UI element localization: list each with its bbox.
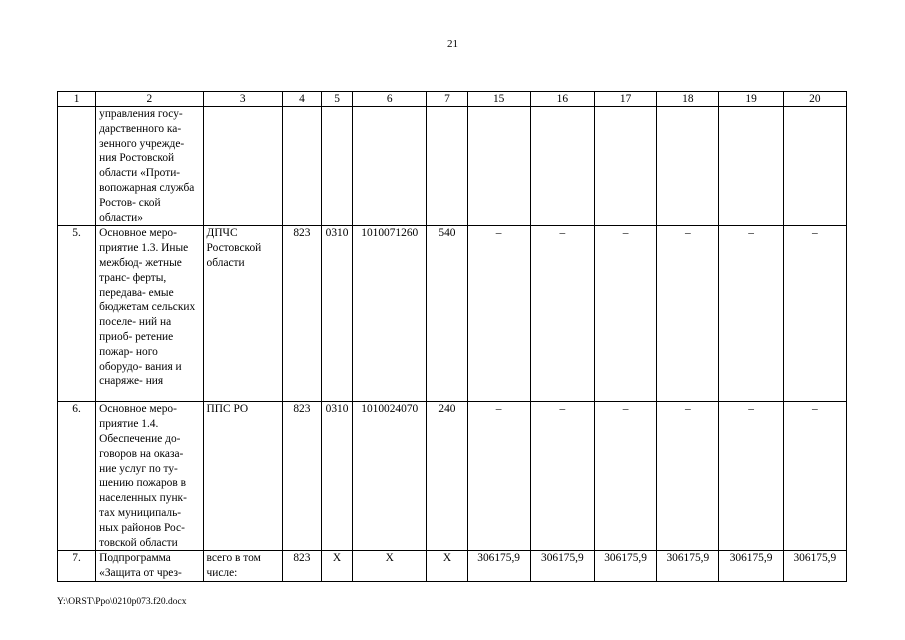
column-header: 19: [719, 92, 783, 107]
cell-value: 306175,9: [783, 551, 846, 582]
executor: [203, 107, 282, 226]
cell-csr: Х: [353, 551, 427, 582]
cell-value: –: [719, 226, 783, 402]
cell-value: 306175,9: [657, 551, 719, 582]
cell-value: –: [657, 226, 719, 402]
cell-value: –: [594, 402, 656, 551]
cell-value: 306175,9: [467, 551, 530, 582]
row-number: 7.: [58, 551, 96, 582]
cell-vr: 540: [427, 226, 467, 402]
cell-value: [783, 107, 846, 226]
column-header: 18: [657, 92, 719, 107]
column-header: 5: [321, 92, 352, 107]
column-header: 3: [203, 92, 282, 107]
cell-vr: Х: [427, 551, 467, 582]
cell-csr: 1010024070: [353, 402, 427, 551]
cell-grbs: 823: [282, 551, 321, 582]
column-number-row: [58, 92, 847, 107]
budget-table: [57, 91, 847, 582]
cell-rzpr: 0310: [321, 402, 352, 551]
column-header: 1: [58, 92, 96, 107]
table-row: [58, 551, 847, 582]
column-header: 16: [530, 92, 594, 107]
column-header: 2: [96, 92, 203, 107]
table-row: [58, 226, 847, 402]
cell-rzpr: [321, 107, 352, 226]
column-header: 15: [467, 92, 530, 107]
cell-value: 306175,9: [719, 551, 783, 582]
cell-value: 306175,9: [530, 551, 594, 582]
row-number: [58, 107, 96, 226]
cell-value: [719, 107, 783, 226]
executor: ДПЧС Ростовской области: [203, 226, 282, 402]
activity-name: управления госу- дарственного ка- зенного учрежде- ния Ростовской области «Проти- вопожарная служба Ростов- ской области»: [96, 107, 203, 226]
cell-rzpr: 0310: [321, 226, 352, 402]
cell-value: [467, 107, 530, 226]
executor: всего в том числе:: [203, 551, 282, 582]
cell-vr: 240: [427, 402, 467, 551]
cell-value: –: [467, 226, 530, 402]
activity-name: Основное меро- приятие 1.4. Обеспечение до- говоров на оказа- ние услуг по ту- шению пожаров в населенных пунк- тах муниципаль- ных районов Рос- товской области: [96, 402, 203, 551]
column-header: 20: [783, 92, 846, 107]
cell-value: [530, 107, 594, 226]
cell-csr: [353, 107, 427, 226]
column-header: 7: [427, 92, 467, 107]
cell-value: –: [657, 402, 719, 551]
cell-value: –: [467, 402, 530, 551]
cell-value: 306175,9: [594, 551, 656, 582]
cell-grbs: [282, 107, 321, 226]
table-row: [58, 107, 847, 226]
cell-value: [657, 107, 719, 226]
activity-name: Подпрограмма «Защита от чрез-: [96, 551, 203, 582]
row-number: 6.: [58, 402, 96, 551]
column-header: 17: [594, 92, 656, 107]
cell-value: –: [719, 402, 783, 551]
cell-grbs: 823: [282, 226, 321, 402]
cell-value: [594, 107, 656, 226]
cell-csr: 1010071260: [353, 226, 427, 402]
column-header: 6: [353, 92, 427, 107]
cell-rzpr: Х: [321, 551, 352, 582]
file-path-footer: Y:\ORST\Ppo\0210p073.f20.docx: [57, 597, 187, 607]
cell-value: –: [594, 226, 656, 402]
cell-value: –: [530, 226, 594, 402]
cell-grbs: 823: [282, 402, 321, 551]
executor: ППС РО: [203, 402, 282, 551]
cell-value: –: [530, 402, 594, 551]
cell-vr: [427, 107, 467, 226]
page-number: 21: [447, 38, 458, 50]
cell-value: –: [783, 226, 846, 402]
column-header: 4: [282, 92, 321, 107]
row-number: 5.: [58, 226, 96, 402]
activity-name: Основное меро- приятие 1.3. Иные межбюд- жетные транс- ферты, передава- емые бюджетам сельских поселе- ний на приоб- ретение пожар- ного оборудо- вания и снаряже- ния: [96, 226, 203, 402]
table-row: [58, 402, 847, 551]
cell-value: –: [783, 402, 846, 551]
